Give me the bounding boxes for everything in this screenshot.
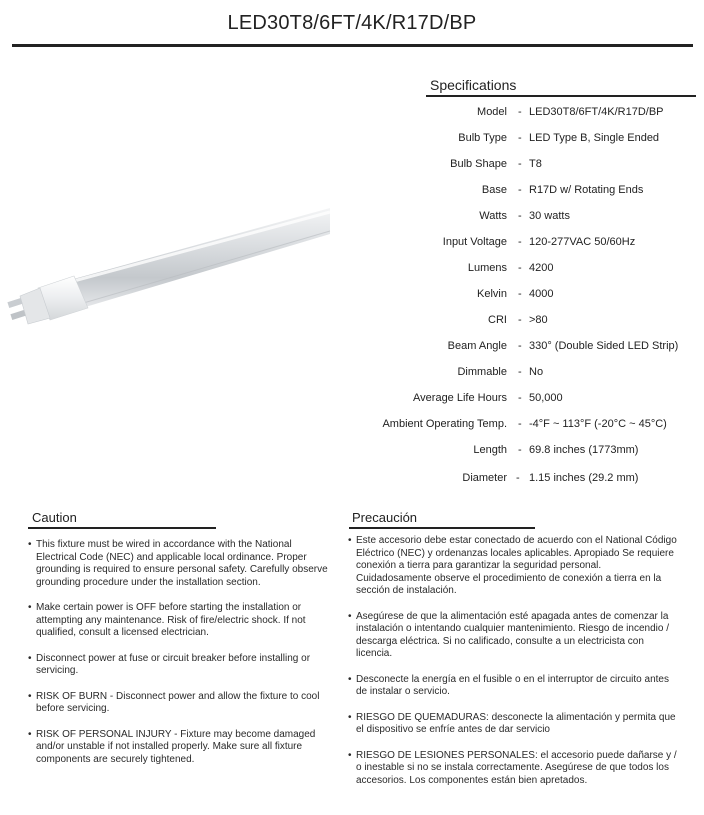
spec-value: R17D w/ Rotating Ends <box>529 184 644 196</box>
spec-label: Diameter <box>462 472 507 484</box>
specifications-divider <box>426 95 696 97</box>
spec-value: -4°F ~ 113°F (-20°C ~ 45°C) <box>529 418 667 430</box>
spec-label: Watts <box>479 210 507 222</box>
spec-separator: - <box>518 288 522 300</box>
caution-item: • Make certain power is OFF before starting the installation or attempting any maintenance. Risk of fire/electric shock. If not qualified, consult a licensed electrician. <box>28 602 328 640</box>
spec-label: Base <box>481 184 507 196</box>
spec-label: Bulb Type <box>458 132 507 144</box>
precaucion-item: • Desconecte la energía en el fusible o en el interruptor de circuito antes de instalar o servicio. <box>348 674 678 699</box>
spec-label: Input Voltage <box>442 236 507 248</box>
spec-separator: - <box>518 132 522 144</box>
precaucion-item: • RIESGO DE QUEMADURAS: desconecte la alimentación y permita que el dispositivo se enfríe antes de dar servicio <box>348 712 678 737</box>
spec-row-kelvin <box>340 288 704 304</box>
precaucion-item: • RIESGO DE LESIONES PERSONALES: el accesorio puede dañarse y / o inestable si no se instala correctamente. Asegúrese de que todos los accesorios. Los componentes están bien apretados. <box>348 750 678 788</box>
caution-heading: Caution <box>32 510 77 525</box>
spec-value: 1.15 inches (29.2 mm) <box>529 472 639 484</box>
spec-value: No <box>529 366 544 378</box>
spec-value: 50,000 <box>529 392 563 404</box>
spec-value: T8 <box>529 158 542 170</box>
spec-label: Dimmable <box>457 366 507 378</box>
spec-label: Kelvin <box>477 288 507 300</box>
spec-value: 4200 <box>529 262 554 274</box>
spec-row-ambient-operating-temp <box>340 418 704 434</box>
spec-label: Bulb Shape <box>450 158 507 170</box>
precaucion-heading: Precaución <box>352 510 418 525</box>
spec-separator: - <box>518 444 522 456</box>
spec-row-average-life-hours <box>340 392 704 408</box>
spec-label: Beam Angle <box>447 340 507 352</box>
caution-item: • RISK OF PERSONAL INJURY - Fixture may become damaged and/or unstable if not installed properly. Make sure all fixture components are securely tightened. <box>28 729 328 767</box>
caution-divider <box>28 527 216 529</box>
spec-separator: - <box>518 184 522 196</box>
caution-item: • RISK OF BURN - Disconnect power and allow the fixture to cool before servicing. <box>28 691 328 716</box>
precaucion-item: • Este accesorio debe estar conectado de acuerdo con el National Código Eléctrico (NEC) y ordenanzas locales aplicables. Apropiado Se requiere conexión a tierra para garantizar la seguridad personal. Cuidadosamente observe el procedimiento de conexión a tierra en la sección de instalación. <box>348 535 678 598</box>
spec-value: LED Type B, Single Ended <box>529 132 660 144</box>
spec-row-diameter <box>340 472 704 488</box>
spec-row-length <box>340 444 704 460</box>
spec-separator: - <box>518 366 522 378</box>
spec-separator: - <box>518 392 522 404</box>
spec-label: Ambient Operating Temp. <box>382 418 507 430</box>
spec-value: LED30T8/6FT/4K/R17D/BP <box>529 106 664 118</box>
spec-separator: - <box>518 158 522 170</box>
spec-row-input-voltage <box>340 236 704 252</box>
spec-separator: - <box>518 106 522 118</box>
spec-label: Average Life Hours <box>413 392 507 404</box>
precaucion-divider <box>349 527 535 529</box>
spec-value: 30 watts <box>529 210 570 222</box>
spec-separator: - <box>518 236 522 248</box>
spec-value: 120-277VAC 50/60Hz <box>529 236 636 248</box>
spec-value: 69.8 inches (1773mm) <box>529 444 639 456</box>
title-divider <box>12 44 693 47</box>
spec-value: 330° (Double Sided LED Strip) <box>529 340 679 352</box>
document-title: LED30T8/6FT/4K/R17D/BP <box>227 12 477 34</box>
spec-label: Length <box>473 444 507 456</box>
tube-body <box>70 208 330 308</box>
caution-item: • Disconnect power at fuse or circuit breaker before installing or servicing. <box>28 653 328 678</box>
precaucion-list <box>348 535 678 800</box>
spec-separator: - <box>518 418 522 430</box>
caution-list <box>28 539 328 779</box>
end-cap <box>7 276 88 324</box>
spec-separator: - <box>518 314 522 326</box>
spec-separator: - <box>518 210 522 222</box>
precaucion-item: • Asegúrese de que la alimentación esté apagada antes de comenzar la instalación o intentando cualquier mantenimiento. Riesgo de incendio / descarga eléctrica. Si no calificado, consulte a un electricista con licencia. <box>348 611 678 661</box>
spec-label: CRI <box>488 314 507 326</box>
specifications-heading: Specifications <box>430 77 517 93</box>
spec-row-watts <box>340 210 704 226</box>
spec-separator: - <box>516 472 520 484</box>
spec-row-beam-angle <box>340 340 704 356</box>
spec-value: >80 <box>529 314 548 326</box>
spec-label: Model <box>477 106 507 118</box>
spec-row-bulb-type <box>340 132 704 148</box>
spec-separator: - <box>518 340 522 352</box>
spec-row-dimmable <box>340 366 704 382</box>
caution-item: • This fixture must be wired in accordance with the National Electrical Code (NEC) and applicable local ordinance. Proper grounding is required to ensure personal safety. Carefully observe grounding procedure under the installation section. <box>28 539 328 589</box>
spec-row-bulb-shape <box>340 158 704 174</box>
spec-row-lumens <box>340 262 704 278</box>
spec-row-base <box>340 184 704 200</box>
led-tube-image <box>0 190 340 340</box>
spec-row-model <box>340 106 704 122</box>
spec-separator: - <box>518 262 522 274</box>
spec-label: Lumens <box>467 262 507 274</box>
spec-row-cri <box>340 314 704 330</box>
spec-value: 4000 <box>529 288 554 300</box>
